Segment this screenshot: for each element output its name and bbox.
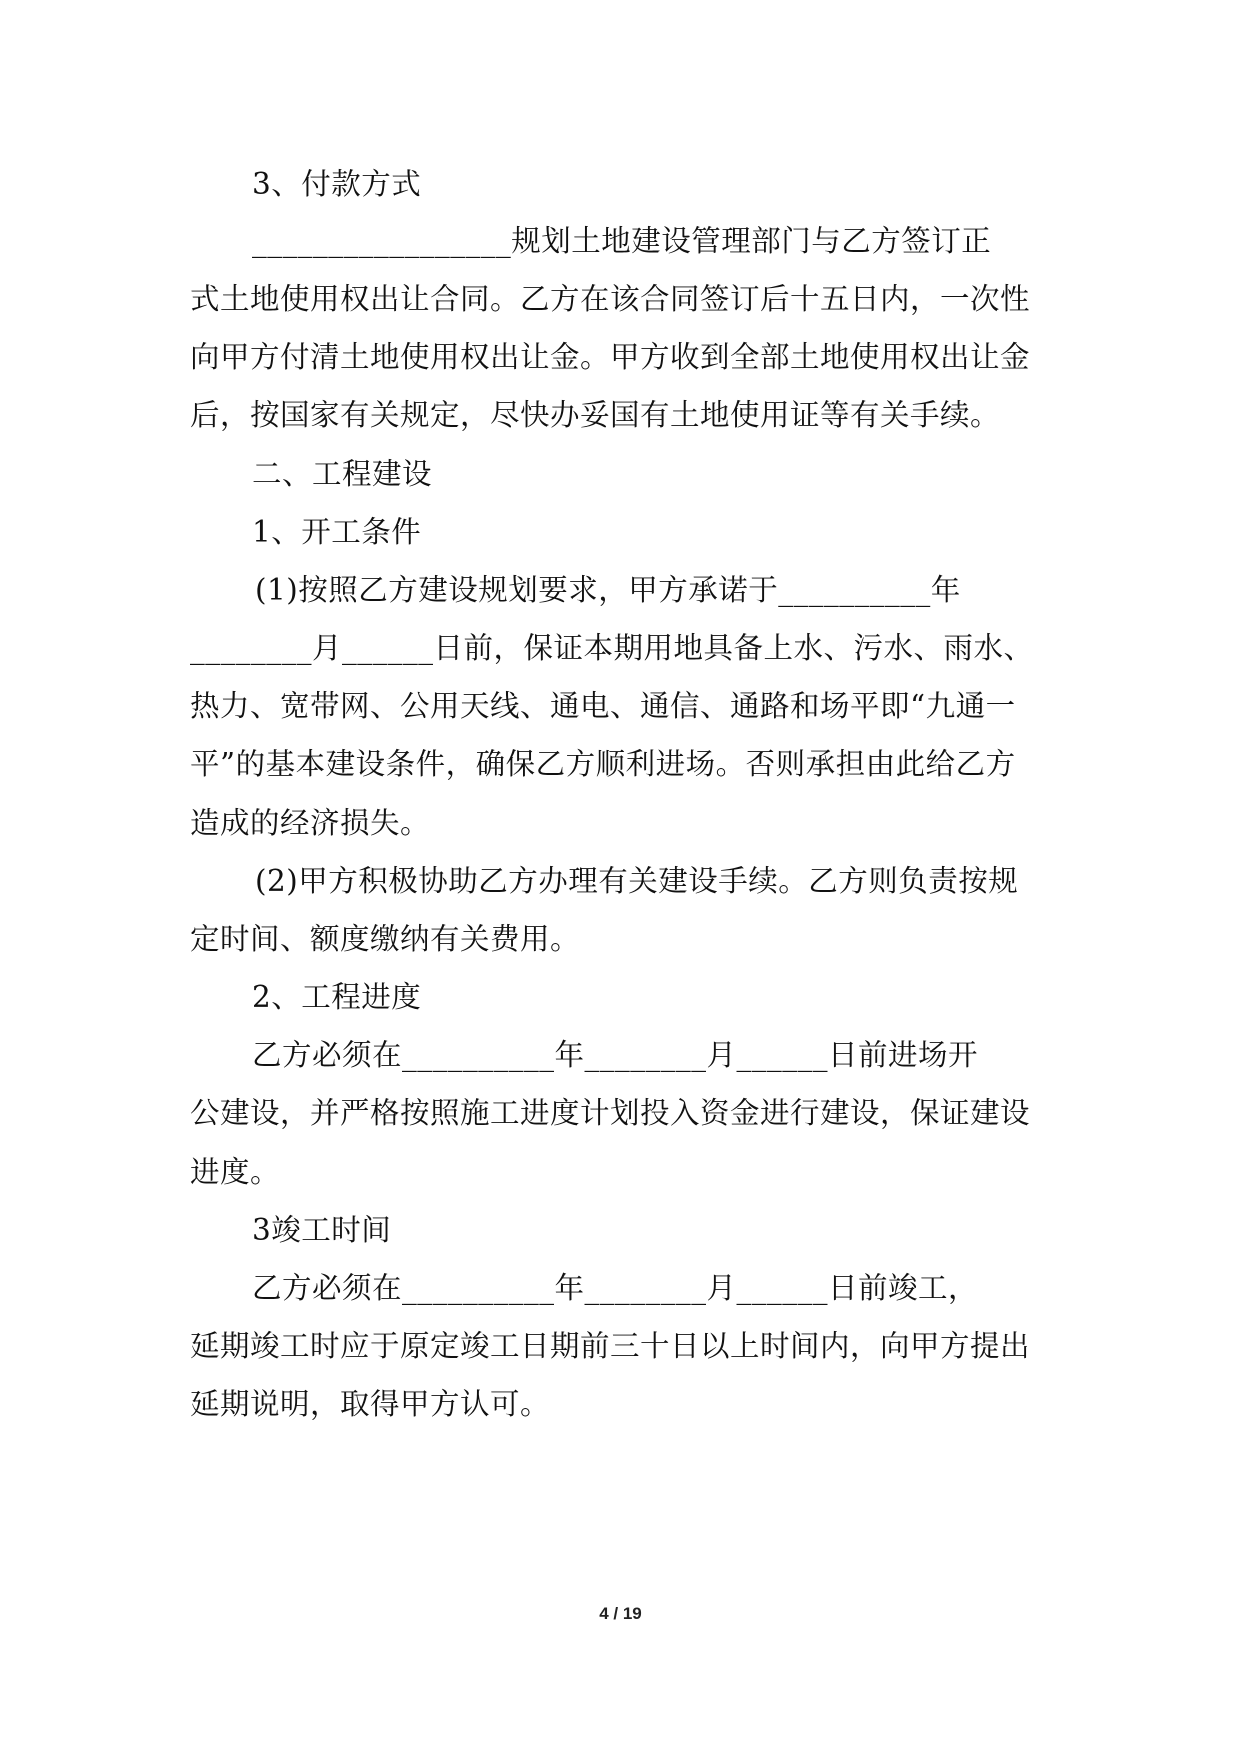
paragraph-line: 公建设，并严格按照施工进度计划投入资金进行建设，保证建设 [190, 1096, 1031, 1130]
paragraph-line: 式土地使用权出让合同。乙方在该合同签订后十五日内，一次性 [190, 282, 1031, 316]
paragraph-line: (1)按照乙方建设规划要求，甲方承诺于__________年 [255, 573, 961, 607]
paragraph-line: 乙方必须在__________年________月______日前进场开 [252, 1038, 979, 1072]
paragraph-line: 进度。 [190, 1155, 281, 1189]
section-heading-construction: 二、工程建设 [252, 457, 433, 491]
paragraph-line: 定时间、额度缴纳有关费用。 [190, 922, 581, 956]
paragraph-line: 向甲方付清土地使用权出让金。甲方收到全部土地使用权出让金 [190, 340, 1031, 374]
paragraph-line: 延期说明，取得甲方认可。 [190, 1387, 551, 1421]
subsection-heading-start-conditions: 1、开工条件 [252, 515, 422, 549]
paragraph-line: 后，按国家有关规定，尽快办妥国有土地使用证等有关手续。 [190, 398, 1001, 432]
subsection-heading-progress: 2、工程进度 [252, 980, 422, 1014]
page-number: 4 / 19 [599, 1604, 642, 1623]
paragraph-line: (2)甲方积极协助乙方办理有关建设手续。乙方则负责按规 [255, 864, 1019, 898]
paragraph-line: 平”的基本建设条件，确保乙方顺利进场。否则承担由此给乙方 [190, 747, 1016, 781]
subsection-heading-completion: 3竣工时间 [252, 1213, 392, 1247]
paragraph-line: _________________规划土地建设管理部门与乙方签订正 [252, 224, 992, 258]
paragraph-line: 造成的经济损失。 [190, 806, 431, 840]
paragraph-line: 乙方必须在__________年________月______日前竣工， [252, 1271, 979, 1305]
paragraph-line: ________月______日前，保证本期用地具备上水、污水、雨水、 [190, 631, 1034, 665]
paragraph-line: 延期竣工时应于原定竣工日期前三十日以上时间内，向甲方提出 [190, 1329, 1031, 1363]
section-heading-payment: 3、付款方式 [252, 167, 422, 201]
paragraph-line: 热力、宽带网、公用天线、通电、通信、通路和场平即“九通一 [190, 689, 1016, 723]
